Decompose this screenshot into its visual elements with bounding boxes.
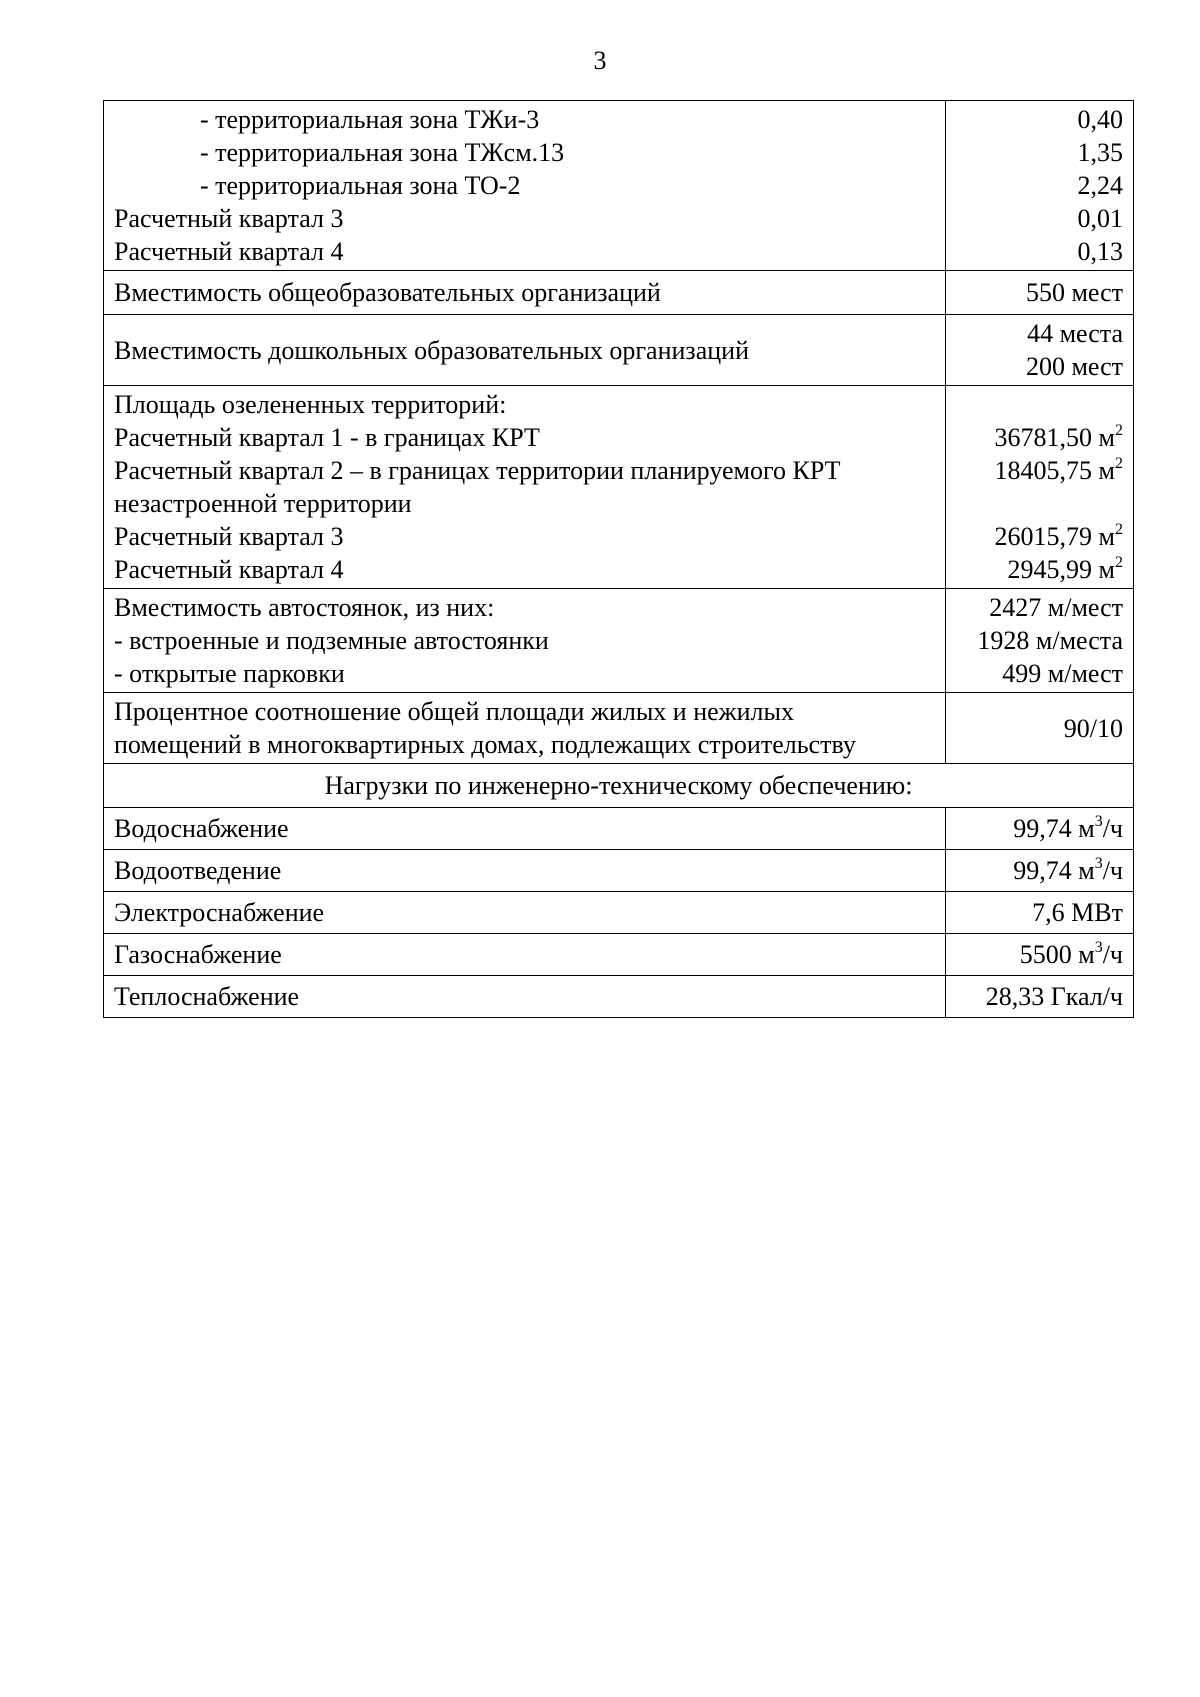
table-row: [104, 693, 1134, 764]
green-label: Расчетный квартал 4: [114, 555, 344, 584]
table-row: [104, 808, 1134, 850]
preschool-value: 44 места: [1027, 319, 1123, 348]
green-value: 18405,75 $м^2$: [994, 455, 1123, 485]
quarter-label: Расчетный квартал 3: [114, 204, 344, 233]
ratio-label: Процентное соотношение общей площади жилых и нежилых помещений в многоквартирных домах, подлежащих строительству: [104, 693, 946, 764]
ratio-value: 90/10: [946, 693, 1134, 764]
green-labels: [104, 386, 946, 589]
table-row: [104, 315, 1134, 386]
parking-value: 2427 м/мест: [989, 593, 1123, 622]
power-value: 7,6 МВт: [946, 892, 1134, 934]
table-row: [104, 386, 1134, 589]
green-value: 36781,50 $м^2$: [994, 422, 1123, 452]
quarter-value: 0,01: [1077, 204, 1123, 233]
quarter-label: Расчетный квартал 4: [114, 237, 344, 266]
parking-label: - встроенные и подземные автостоянки: [114, 626, 549, 655]
table-row: [104, 101, 1134, 271]
zone-label: - территориальная зона ТЖи-3: [200, 105, 540, 134]
zone-value: 0,40: [1077, 105, 1123, 134]
preschools-label: Вместимость дошкольных образовательных организаций: [104, 315, 946, 386]
power-label: Электроснабжение: [104, 892, 946, 934]
table-row: [104, 976, 1134, 1018]
schools-label: Вместимость общеобразовательных организаций: [104, 271, 946, 315]
quarter-value: 0,13: [1077, 237, 1123, 266]
parking-labels: [104, 589, 946, 693]
loads-heading: Нагрузки по инженерно-техническому обеспечению:: [104, 764, 1134, 808]
green-label: незастроенной территории: [114, 489, 412, 518]
zone-label: - территориальная зона ТЖсм.13: [200, 138, 565, 167]
parking-value: 1928 м/места: [977, 626, 1123, 655]
heat-value: 28,33 Гкал/ч: [946, 976, 1134, 1018]
gas-value: 5500 $м^3/ч$: [946, 934, 1134, 976]
preschool-value: 200 мест: [1025, 352, 1123, 381]
water-supply-value: 99,74 $м^3/ч$: [946, 808, 1134, 850]
page-number: 3: [593, 46, 607, 75]
green-value: 26015,79 $м^2$: [994, 521, 1123, 551]
green-heading: Площадь озелененных территорий:: [114, 390, 507, 419]
parking-value: 499 м/мест: [1002, 659, 1123, 688]
zones-values: [946, 101, 1134, 271]
table-row: [104, 589, 1134, 693]
zone-value: 1,35: [1077, 138, 1123, 167]
table-row: [104, 934, 1134, 976]
green-values: [946, 386, 1134, 589]
table-row: [104, 271, 1134, 315]
preschools-values: [946, 315, 1134, 386]
table-row: [104, 850, 1134, 892]
heat-label: Теплоснабжение: [104, 976, 946, 1018]
table-row: [104, 892, 1134, 934]
zones-labels: [104, 101, 946, 271]
indicators-table: [103, 100, 1134, 1018]
zone-label: - территориальная зона ТО-2: [200, 171, 521, 200]
water-disposal-label: Водоотведение: [104, 850, 946, 892]
parking-label: Вместимость автостоянок, из них:: [114, 593, 495, 622]
parking-values: [946, 589, 1134, 693]
gas-label: Газоснабжение: [104, 934, 946, 976]
parking-label: - открытые парковки: [114, 659, 345, 688]
green-label: Расчетный квартал 3: [114, 522, 344, 551]
green-label: Расчетный квартал 1 - в границах КРТ: [114, 423, 540, 452]
green-value: 2945,99 $м^2$: [1007, 554, 1123, 584]
water-disposal-value: 99,74 $м^3/ч$: [946, 850, 1134, 892]
zone-value: 2,24: [1077, 171, 1123, 200]
table-row: [104, 764, 1134, 808]
green-label: Расчетный квартал 2 – в границах территории планируемого КРТ: [114, 456, 841, 485]
water-supply-label: Водоснабжение: [104, 808, 946, 850]
schools-value: 550 мест: [946, 271, 1134, 315]
